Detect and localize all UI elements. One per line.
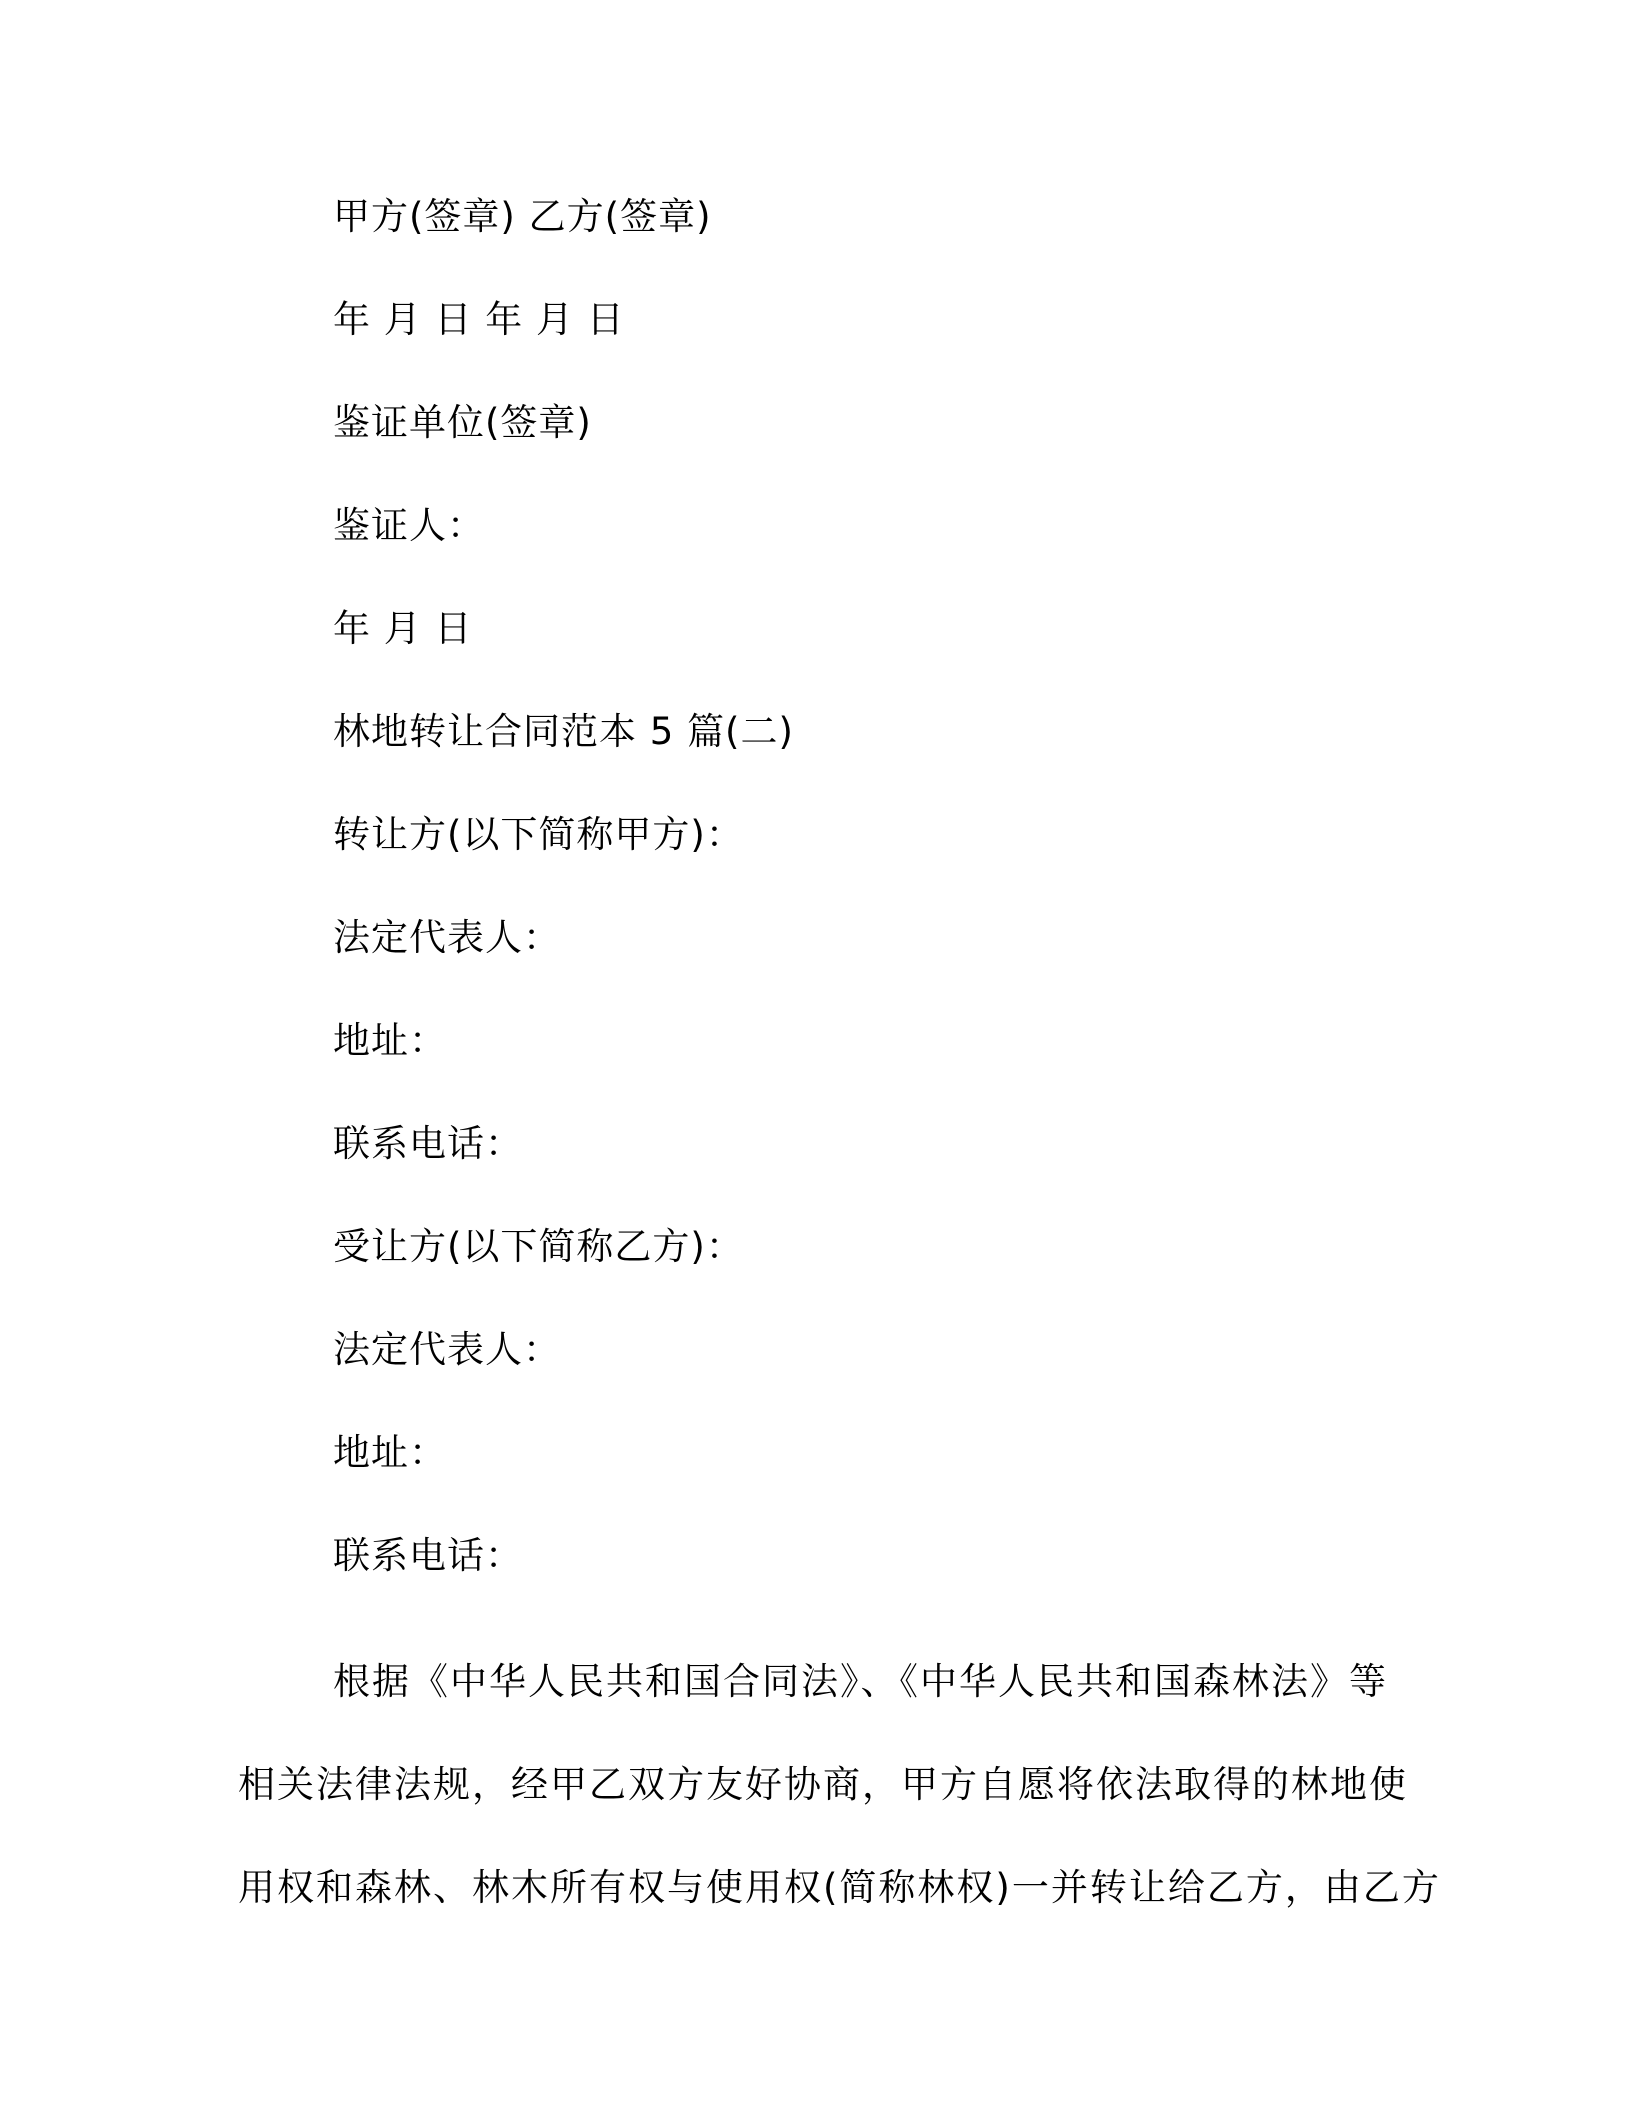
transferor-representative-line: 法定代表人： <box>333 916 561 959</box>
paragraph-line: 相关法律法规，经甲乙双方友好协商，甲方自愿将依法取得的林地使 <box>238 1763 1408 1806</box>
verification-date-line: 年 月 日 <box>333 607 473 650</box>
transferor-line: 转让方(以下简称甲方)： <box>333 813 744 856</box>
paragraph-line: 根据《中华人民共和国合同法》、《中华人民共和国森林法》等 <box>333 1660 1388 1703</box>
paragraph-line: 用权和森林、林木所有权与使用权(简称林权)一并转让给乙方，由乙方 <box>238 1866 1441 1909</box>
transferee-address-line: 地址： <box>333 1431 447 1474</box>
transferor-address-line: 地址： <box>333 1019 447 1062</box>
verification-unit-line: 鉴证单位(签章) <box>333 401 592 444</box>
signature-date-line: 年 月 日 年 月 日 <box>333 298 625 341</box>
verifier-line: 鉴证人： <box>333 504 485 547</box>
section-title: 林地转让合同范本 5 篇(二) <box>333 710 794 753</box>
contract-body-paragraph <box>238 1630 1441 1939</box>
transferee-line: 受让方(以下简称乙方)： <box>333 1225 744 1268</box>
transferee-representative-line: 法定代表人： <box>333 1328 561 1371</box>
transferee-phone-line: 联系电话： <box>333 1534 523 1577</box>
signature-parties-line: 甲方(签章) 乙方(签章) <box>333 195 712 238</box>
transferor-phone-line: 联系电话： <box>333 1122 523 1165</box>
